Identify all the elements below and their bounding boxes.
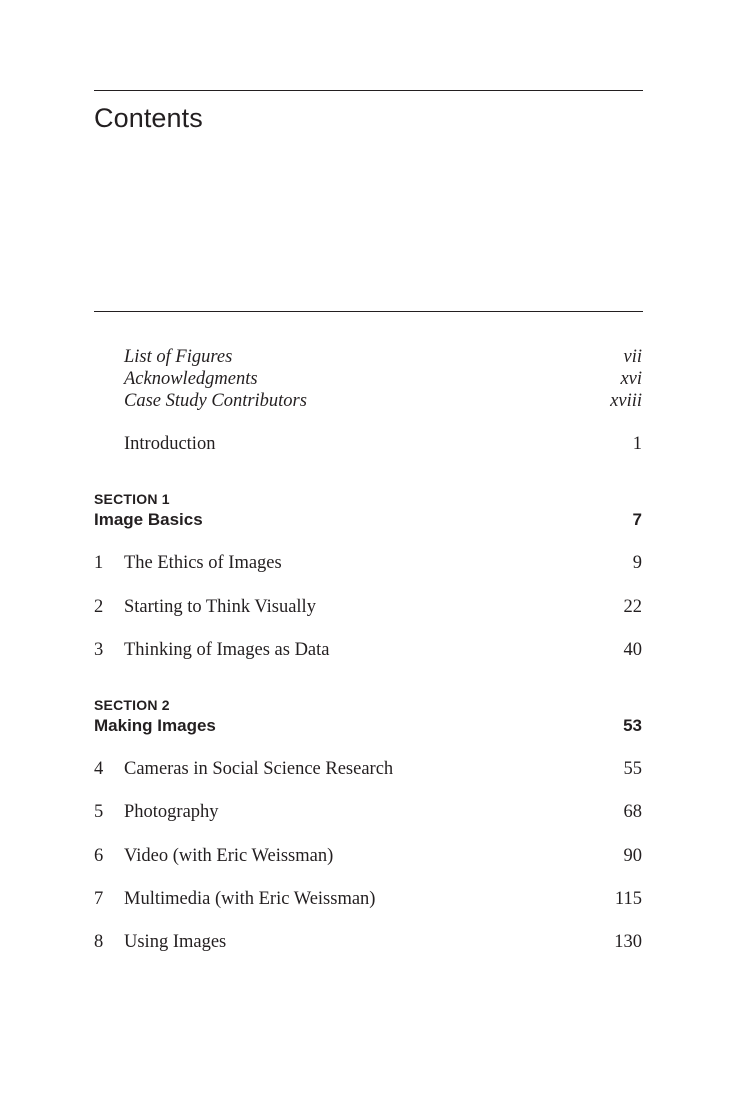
section-title: Making Images	[94, 716, 216, 735]
divider-rule	[94, 311, 643, 312]
toc-entry-label: Case Study Contributors	[124, 391, 307, 411]
toc-entry-label: Acknowledgments	[124, 369, 258, 389]
page-title: Contents	[94, 103, 203, 133]
section-page: 53	[623, 716, 642, 735]
toc-chapter-3[interactable]	[94, 638, 642, 662]
section-title: Image Basics	[94, 510, 203, 529]
toc-entry-page: 1	[632, 434, 642, 454]
toc-entry-label: Introduction	[124, 434, 216, 454]
top-rule	[94, 90, 643, 91]
chapter-number: 1	[94, 553, 104, 573]
chapter-page: 68	[623, 802, 642, 822]
chapter-page: 115	[614, 889, 642, 909]
toc-chapter-7[interactable]	[94, 887, 642, 911]
toc-entry-page: xvi	[620, 369, 642, 389]
chapter-number: 5	[94, 802, 104, 822]
chapter-title: Using Images	[124, 932, 227, 952]
toc-entry-page: vii	[623, 347, 642, 367]
chapter-title: Starting to Think Visually	[124, 597, 316, 617]
chapter-number: 6	[94, 846, 104, 866]
chapter-number: 2	[94, 597, 104, 617]
chapter-page: 90	[623, 846, 642, 866]
section-kicker: SECTION 2	[94, 697, 170, 713]
chapter-title: Photography	[124, 802, 219, 822]
chapter-title: The Ethics of Images	[124, 553, 282, 573]
toc-chapter-6[interactable]	[94, 844, 642, 868]
chapter-number: 8	[94, 932, 104, 952]
toc-entry-list-of-figures[interactable]	[94, 345, 642, 369]
chapter-title: Thinking of Images as Data	[124, 640, 330, 660]
section-kicker: SECTION 1	[94, 491, 170, 507]
section-heading-making-images[interactable]	[94, 714, 642, 738]
chapter-page: 130	[614, 932, 642, 952]
toc-chapter-1[interactable]	[94, 551, 642, 575]
chapter-number: 3	[94, 640, 104, 660]
chapter-page: 22	[623, 597, 642, 617]
toc-chapter-5[interactable]	[94, 800, 642, 824]
toc-chapter-2[interactable]	[94, 595, 642, 619]
chapter-page: 55	[623, 759, 642, 779]
chapter-number: 4	[94, 759, 104, 779]
chapter-title: Cameras in Social Science Research	[124, 759, 394, 779]
chapter-title: Video (with Eric Weissman)	[124, 846, 334, 866]
toc-chapter-8[interactable]	[94, 930, 642, 954]
toc-entry-acknowledgments[interactable]	[94, 367, 642, 391]
toc-entry-label: List of Figures	[124, 347, 233, 367]
chapter-page: 40	[623, 640, 642, 660]
chapter-number: 7	[94, 889, 104, 909]
toc-entry-introduction[interactable]	[94, 432, 642, 456]
toc-entry-case-study-contributors[interactable]	[94, 389, 642, 413]
chapter-title: Multimedia (with Eric Weissman)	[124, 889, 376, 909]
section-heading-image-basics[interactable]	[94, 508, 642, 532]
chapter-page: 9	[632, 553, 642, 573]
section-page: 7	[632, 510, 642, 529]
toc-chapter-4[interactable]	[94, 757, 642, 781]
toc-entry-page: xviii	[610, 391, 642, 411]
